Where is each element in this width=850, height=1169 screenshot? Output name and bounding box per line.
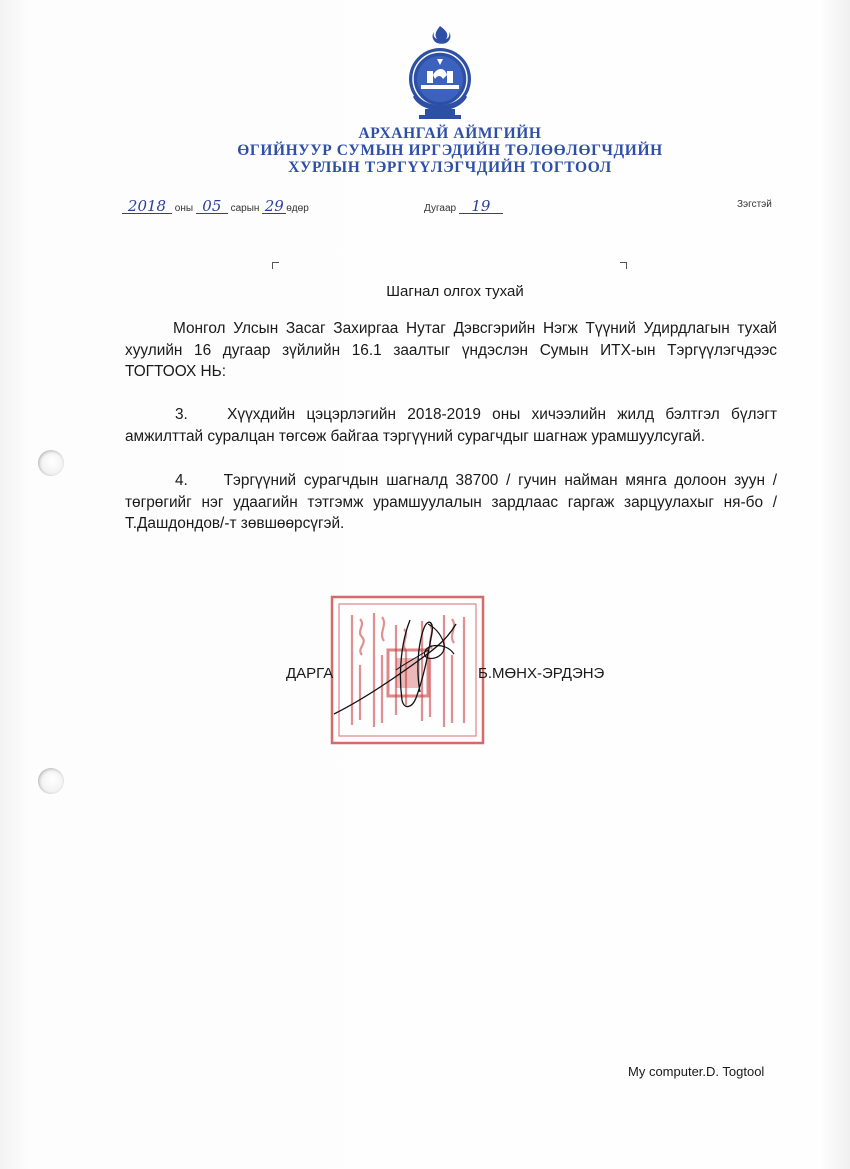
subject-bracket-left	[272, 262, 279, 269]
resolution-item-3	[125, 404, 777, 447]
date-line	[122, 199, 309, 214]
document-type-title: ХУРЛЫН ТЭРГҮҮЛЭГЧДИЙН ТОГТООЛ	[288, 159, 612, 176]
item-number: 3.	[175, 406, 188, 423]
org-header-line-2: ӨГИЙНУУР СУМЫН ИРГЭДИЙН ТӨЛӨӨЛӨГЧДИЙН	[237, 142, 663, 159]
date-day: 29	[262, 199, 286, 214]
preamble-paragraph: Монгол Улсын Засаг Захиргаа Нутаг Дэвсгэрийн Нэгж Түүний Удирдлагын тухай хуулийн 16 дугаар зүйлийн 16.1 заалтыг үндэслэн Сумын ИТХ-ын Тэргүүлэгчдээс ТОГТООХ НЬ:	[125, 320, 777, 380]
file-path-footer: My computer.D. Togtool	[628, 1064, 765, 1079]
item-text: Тэргүүний сурагчдын шагналд 38700 / гучин найман мянга долоон зуун / төгрөгийг нэг удаагийн тэтгэмж урамшуулалын зардлаас гаргаж зарцуулахыг ня-бо /Т.Дашдондов/-т зөвшөөрсүгэй.	[125, 472, 777, 532]
resolution-item-4	[125, 470, 777, 535]
subject-title: Шагнал олгох тухай	[386, 283, 524, 300]
date-day-suffix: өдөр	[286, 203, 309, 214]
subject-bracket-right	[620, 262, 627, 269]
item-text: Хүүхдийн цэцэрлэгийн 2018-2019 оны хичээлийн жилд бэлтгэл бүлэгт амжилттай суралцан төгсөж байгаа тэргүүний сурагчдыг шагнаж урамшуулсугай.	[125, 406, 778, 445]
state-emblem-icon	[403, 23, 477, 121]
item-number: 4.	[175, 472, 188, 489]
org-header-line-1: АРХАНГАЙ АЙМГИЙН	[358, 125, 542, 142]
punch-hole	[38, 768, 64, 794]
handwritten-signature	[332, 610, 460, 722]
date-month: 05	[196, 199, 228, 214]
number-label: Дугаар	[424, 203, 457, 214]
document-number	[424, 199, 503, 214]
date-month-suffix: сарын	[230, 203, 260, 214]
place-name: Зэгстэй	[737, 199, 772, 210]
punch-hole	[38, 450, 64, 476]
signatory-name: Б.МӨНХ-ЭРДЭНЭ	[478, 665, 605, 682]
signatory-title: ДАРГА	[286, 665, 334, 682]
date-year: 2018	[122, 199, 172, 214]
date-year-suffix: оны	[174, 203, 194, 214]
number-value: 19	[459, 199, 503, 214]
